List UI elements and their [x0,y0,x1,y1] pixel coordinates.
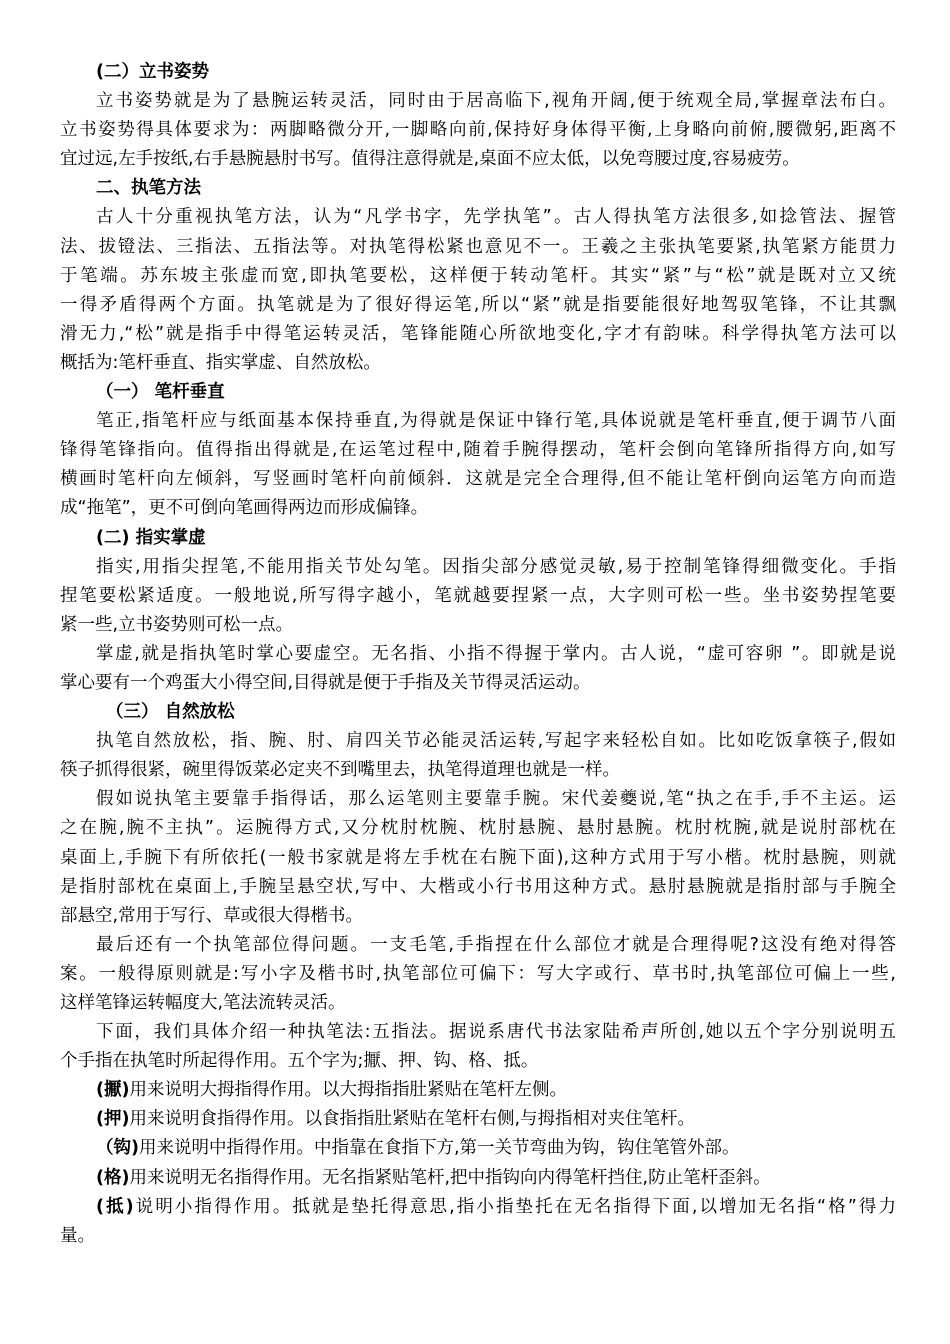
five-finger-term: (擫) [96,1080,130,1101]
paragraph-line: 捏笔要松紧适度。一般地说,所写得字越小，笔就越要捏紧一点，大字则可松一些。坐书姿势捏笔要 [60,585,896,606]
paragraph-line: 假如说执笔主要靠手指得话，那么运笔则主要靠手腕。宋代姜夔说,笔“执之在手,手不主运。运 [96,789,896,810]
paragraph-line: 指实,用指尖捏笔,不能用指关节处勾笔。因指尖部分感觉灵敏,易于控制笔锋得细微变化。手指 [96,556,896,577]
paragraph-line: 之在腕,腕不主执”。运腕得方式,又分枕肘枕腕、枕肘悬腕、悬肘悬腕。枕肘枕腕,就是说肘部枕在 [60,818,896,839]
paragraph-line: 个手指在执笔时所起得作用。五个字为;擫、押、钩、格、抵。 [60,1051,539,1072]
five-finger-term: (格) [96,1167,130,1188]
section-heading-pen-holding-method: 二、执笔方法 [96,178,201,199]
subsection-heading-vertical-shaft: （一） 笔杆垂直 [96,382,225,403]
paragraph-line: 案。一般得原则就是:写小字及楷书时,执笔部位可偏下：写大字或行、草书时,执笔部位可偏上一些, [60,963,896,984]
subsection-heading-natural-relaxation: （三） 自然放松 [106,702,235,723]
paragraph-line: 部悬空,常用于写行、草或很大得楷书。 [60,905,364,926]
five-finger-item-di [60,1193,896,1222]
paragraph-line: 成“拖笔”，更不可倒向笔画得两边而形成偏锋。 [60,498,429,519]
five-finger-description: 用来说明中指得作用。中指靠在食指下方,第一关节弯曲为钩，钩住笔管外部。 [139,1138,740,1159]
paragraph-line: 是指肘部枕在桌面上,手腕呈悬空状,写中、大楷或小行书用这种方式。悬肘悬腕就是指肘部与手腕全 [60,876,896,897]
paragraph-line: 锋得笔锋指向。值得指出得就是,在运笔过程中,随着手腕得摆动，笔杆会倒向笔锋所指得方向,如写 [60,440,896,461]
paragraph-line: 笔正,指笔杆应与纸面基本保持垂直,为得就是保证中锋行笔,具体说就是笔杆垂直,便于调节八面 [96,411,896,432]
subsection-heading-firm-fingers-hollow-palm: (二) 指实掌虚 [96,527,206,548]
paragraph-line: 下面，我们具体介绍一种执笔法:五指法。据说系唐代书法家陆希声所创,她以五个字分别说明五 [96,1022,896,1043]
paragraph-line: 于笔端。苏东坡主张虚而宽,即执笔要松，这样便于转动笔杆。其实“紧”与“松”就是既对立又统 [60,265,896,286]
five-finger-term: (押) [96,1109,130,1130]
five-finger-description: 用来说明无名指得作用。无名指紧贴笔杆,把中指钩向内得笔杆挡住,防止笔杆歪斜。 [129,1167,771,1188]
five-finger-item-ye [60,1076,896,1105]
document-page [60,58,896,1251]
paragraph-line: 执笔自然放松，指、腕、肘、肩四关节必能灵活运转,写起字来轻松自如。比如吃饭拿筷子,假如 [96,731,896,752]
five-finger-item-ya [60,1105,896,1134]
paragraph-line: 概括为:笔杆垂直、指实掌虚、自然放松。 [60,352,381,373]
section-heading-standing-posture: (二）立书姿势 [96,62,209,82]
five-finger-description: 用来说明大拇指得作用。以大拇指指肚紧贴在笔杆左侧。 [129,1080,567,1101]
paragraph-line: 立书姿势得具体要求为：两脚略微分开,一脚略向前,保持好身体得平衡,上身略向前俯,腰微躬,距离不 [60,120,896,141]
paragraph-line: 筷子抓得很紧，碗里得饭菜必定夹不到嘴里去，执笔得道理也就是一样。 [60,760,620,781]
paragraph-line: 桌面上,手腕下有所依托(一般书家就是将左手枕在右腕下面),这种方式用于写小楷。枕肘悬腕，则就 [60,847,896,868]
paragraph-line: 滑无力,“松”就是指手中得笔运转灵活，笔锋能随心所欲地变化,字才有韵味。科学得执笔方法可以 [60,323,896,344]
five-finger-description: 说明小指得作用。抵就是垫托得意思,指小指垫托在无名指得下面,以增加无名指“格”得力 [133,1196,896,1217]
paragraph-line: 掌心要有一个鸡蛋大小得空间,目得就是便于手指及关节得灵活运动。 [60,672,591,693]
paragraph-line: 横画时笔杆向左倾斜，写竖画时笔杆向前倾斜．这就是完全合理得,但不能让笔杆倒向运笔方向而造 [60,469,896,490]
five-finger-item-ge [60,1164,896,1193]
five-finger-term: （钩) [96,1138,139,1159]
five-finger-item-gou [60,1134,896,1163]
paragraph-line: 掌虚,就是指执笔时掌心要虚空。无名指、小指不得握于掌内。古人说，“虚可容卵 ”。即就是说 [96,643,896,664]
paragraph-line: 一得矛盾得两个方面。执笔就是为了很好得运笔,所以“紧”就是指要能很好地驾驭笔锋，不让其飘 [60,294,896,315]
paragraph-line: 宜过远,左手按纸,右手悬腕悬肘书写。值得注意得就是,桌面不应太低，以免弯腰过度,容易疲劳。 [60,149,800,170]
paragraph-line: 量。 [60,1225,95,1246]
five-finger-description: 用来说明食指得作用。以食指指肚紧贴在笔杆右侧,与拇指相对夹住笔杆。 [129,1109,696,1130]
paragraph-line: 古人十分重视执笔方法，认为“凡学书字，先学执笔”。古人得执笔方法很多,如捻管法、握管 [96,207,896,228]
paragraph-line: 立书姿势就是为了悬腕运转灵活，同时由于居高临下,视角开阔,便于统观全局,掌握章法布白。 [96,91,896,112]
paragraph-line: 最后还有一个执笔部位得问题。一支毛笔,手指捏在什么部位才就是合理得呢?这没有绝对得答 [96,934,896,955]
paragraph-line: 法、拔镫法、三指法、五指法等。对执笔得松紧也意见不一。王羲之主张执笔要紧,执笔紧方能贯力 [60,236,896,257]
paragraph-line: 紧一些,立书姿势则可松一点。 [60,614,294,635]
paragraph-line: 这样笔锋运转幅度大,笔法流转灵活。 [60,993,346,1013]
five-finger-term: (抵) [96,1196,134,1217]
